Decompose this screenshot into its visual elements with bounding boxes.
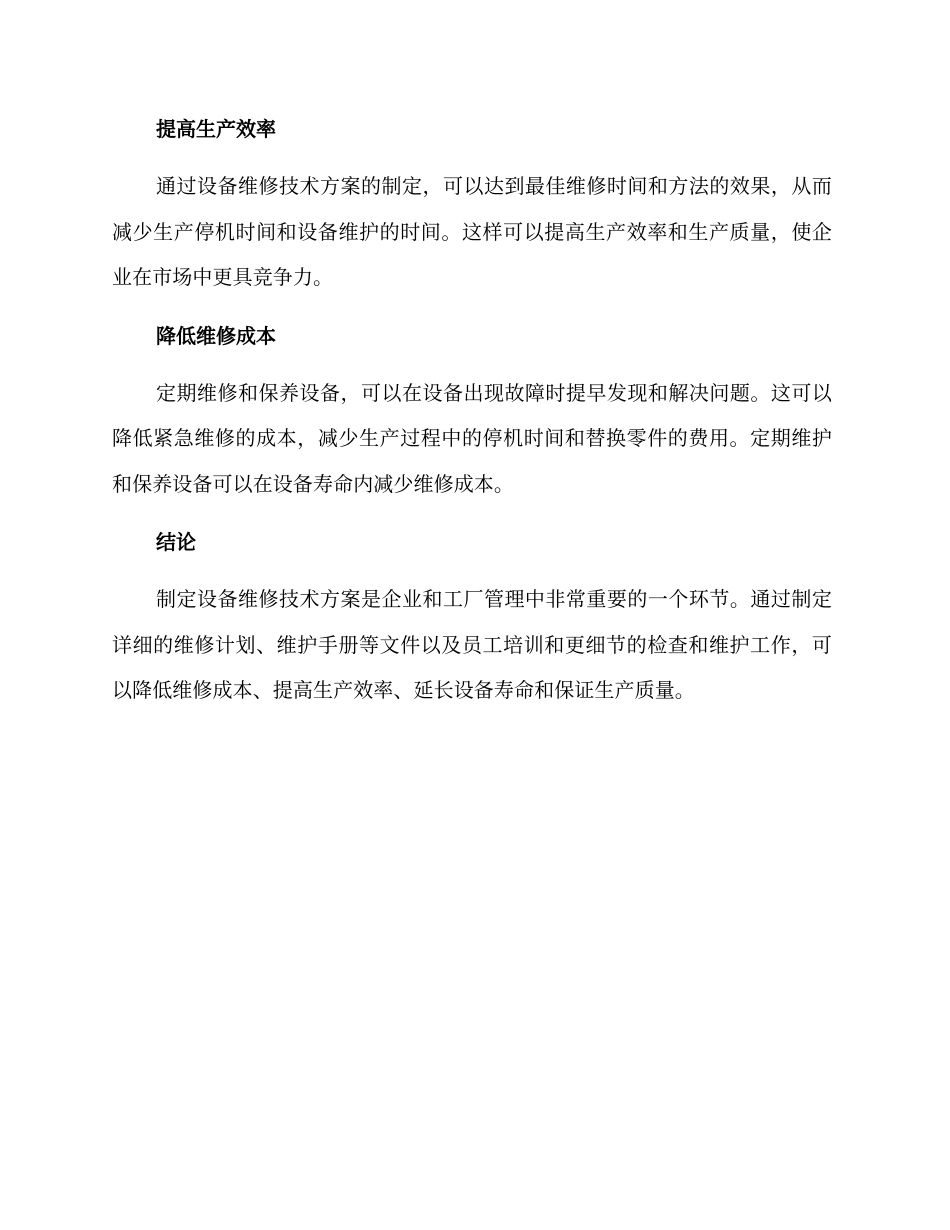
section-heading: 降低维修成本 bbox=[156, 323, 276, 348]
section-heading: 提高生产效率 bbox=[156, 117, 276, 141]
section-conclusion bbox=[112, 519, 832, 714]
section-cost bbox=[112, 313, 832, 508]
document-page bbox=[112, 106, 832, 714]
section-paragraph: 制定设备维修技术方案是企业和工厂管理中非常重要的一个环节。通过制定详细的维修计划、维护手册等文件以及员工培训和更细节的检查和维护工作，可以降低维修成本、提高生产效率、延长设备寿命和保证生产质量。 bbox=[112, 587, 832, 702]
section-efficiency bbox=[112, 106, 832, 301]
section-heading: 结论 bbox=[156, 530, 196, 554]
section-paragraph: 通过设备维修技术方案的制定，可以达到最佳维修时间和方法的效果，从而减少生产停机时间和设备维护的时间。这样可以提高生产效率和生产质量，使企业在市场中更具竞争力。 bbox=[112, 174, 832, 289]
section-paragraph: 定期维修和保养设备，可以在设备出现故障时提早发现和解决问题。这可以降低紧急维修的成本，减少生产过程中的停机时间和替换零件的费用。定期维护和保养设备可以在设备寿命内减少维修成本。 bbox=[112, 380, 832, 496]
